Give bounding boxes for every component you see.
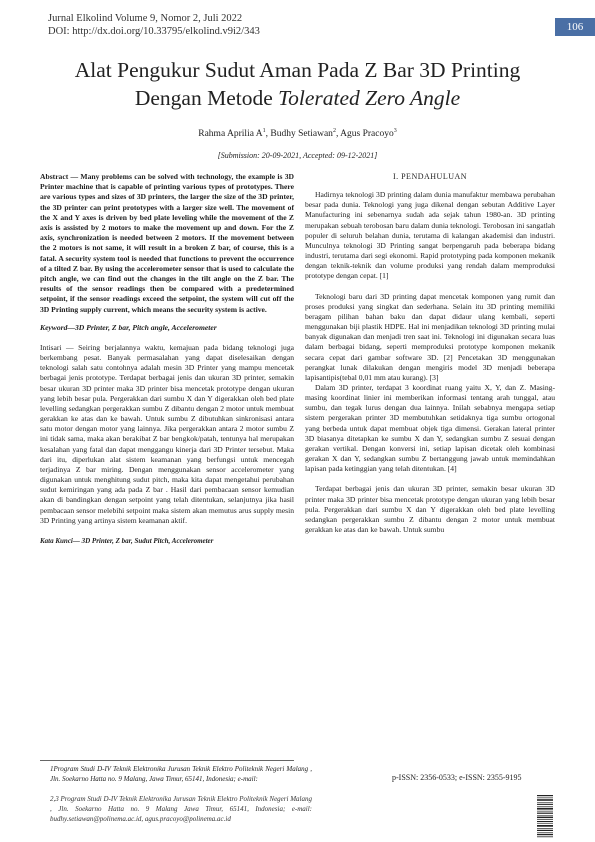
keywords: Keyword—3D Printer, Z bar, Pitch angle, Accelerometer <box>40 322 217 332</box>
paper-title <box>30 56 565 112</box>
title-line-2 <box>30 84 565 112</box>
paragraph-4: Terdapat berbagai jenis dan ukuran 3D printer, semakin besar ukuran 3D printer maka 3D printer bisa mencetak prototype dengan ukuran yang lebih besar pula. Pergerakkan dari sumbu X dan Y digerakkan oleh bed plate levelling sedangkan pergerakkan sumbu Z dibantu dengan 2 motor untuk membuat gerakkan ke atas dan ke bawah. Untuk sumbu <box>305 484 555 534</box>
paragraph-3: Dalam 3D printer, terdapat 3 koordinat ruang yaitu X, Y, dan Z. Masing-masing koordinat linier ini memberikan informasi tentang arah tunggal, atau sumbu, dan tegak lurus dengan dua lainnya. Inilah sebabnya mengapa setiap sistem pergerakan printer 3D membutuhkan setidaknya tiga sumbu ortogonal yang berbeda untuk dapat membuat objek tiga dimensi. Gerakan lateral printer 3D biasanya ditetapkan ke sumbu X dan Y, sedangkan sumbu Z sesuai dengan gerakan vertikal. Dengan konversi ini, setiap lapisan dicetak oleh kombinasi gerakan X dan Y, sedangkan sumbu Z bertanggung jawab untuk memindahkan lapisan pada ketinggian yang telah ditentukan. [4] <box>305 382 555 474</box>
kata-kunci: Kata Kunci— 3D Printer, Z bar, Sudut Pitch, Accelerometer <box>40 536 214 545</box>
paragraph-1: Hadirnya teknologi 3D printing dalam dunia manufaktur membawa perubahan besar pada dunia. Teknologi yang juga dikenal dengan sebutan Additive Layer Manufacturing ini sebenarnya sudah ada sejak tahun 1980-an. 3D printing merupakan sebuah terobosan baru dalam dunia teknologi. Terobosan ini sangatlah populer di seluruh belahan dunia, terutama di kalangan akademisi dan industri. Munculnya teknologi 3D Printing sangat berpengaruh pada beberapa bidang industri, terutama dari segi ekonomi. Rapid prototyping pada komponen mekanik dengan teknik-teknik dan volume produksi yang rendah dalam memproduksi prototype dengan cepat. [1] <box>305 190 555 281</box>
footnote-divider <box>40 760 294 761</box>
author-1-sup: 1 <box>262 128 266 134</box>
left-column <box>40 172 294 546</box>
author-3: , Agus Pracoyo <box>335 129 394 140</box>
section-heading: I. PENDAHULUAN <box>392 172 468 181</box>
abstract-text: Abstract — Many problems can be solved with technology, the example is 3D Printer machine that is capable of printing various types of prototypes. There are various types and sizes of 3D printers, the larger the size of the 3D printer, the 3D printer can print prototypes with a larger size well. The movement of the X and Y axes is driven by bed plate leveling while the movement of the Z axis is assisted by 2 motors to make the movement up and down. For the Z axis, synchronization is needed between 2 motors. If the movement between the 2 motors is not same, it will result in a broken Z bar, of course, this is a fatal. A security system tool is needed that functions to prevent the occurrence of a tilted Z bar. By using the accelerometer sensor that is used to calculate the pitch angle, we can find out the changes in the tilt angle on the Z bar. The results of the sensor readings then be compared with a predetermined setpoint, if the sensor readings exceed the setpoint, the system will cut off the 3D Printing supply current, which means the security system is active. <box>40 172 294 314</box>
right-column <box>305 172 555 535</box>
paragraph-2: Teknologi baru dari 3D printing dapat mencetak komponen yang rumit dan proses produksi yang singkat dan sederhana. Selain itu 3D printing memiliki beragam pilihan bahan baku dan dapat didaur ulang kembali, seperti menggunakan biji plastik HDPE. Hal ini menjadikan teknologi 3D printing mulai banyak digunakan dan menjadi tren saat ini. Teknologi ini digunakan secara luas dalam berbagai bidang, seperti memproduksi prototype komponen mekanik secara cepat dari gambar software 3D. [2] Pencetakan 3D menggunakan perangkat lunak dilakukan dengan mengiris model 3D menjadi beberapa lapisantipis(tebal 0,01 mm atau kurang). [3] <box>305 291 555 382</box>
journal-line: Jurnal Elkolind Volume 9, Nomor 2, Juli 2022 <box>48 13 243 24</box>
submission-dates: [Submission: 20-09-2021, Accepted: 09-12-2021] <box>217 151 378 160</box>
author-2-sup: 2 <box>332 128 336 134</box>
author-3-sup: 3 <box>393 128 397 134</box>
issn-line: p-ISSN: 2356-0533; e-ISSN: 2355-9195 <box>392 773 522 782</box>
author-1: Rahma Aprilia A <box>198 129 263 140</box>
author-2: , Budhy Setiawan <box>265 129 333 140</box>
author-list <box>0 128 595 139</box>
running-header <box>48 12 260 38</box>
footnote-2: 2,3 Program Studi D-IV Teknik Elektronika Jurusan Teknik Elektro Politeknik Negeri Malang , Jln. Soekarno Hatta no. 9 Malang Jawa Timur, 65141, Indonesia; e-mail: budhy.setiawan@polinema.ac.id, agus.pracoyo@polinema.ac.id <box>50 795 312 823</box>
intisari-text: Intisari — Seiring berjalannya waktu, kemajuan pada bidang teknologi juga berkembang pesat. Banyak permasalahan yang dapat diselesaikan dengan teknologi salah satu contohnya adalah mesin 3D Printer yang mampu mencetak berbagai jenis prototype. Terdapat berbagai jenis dan ukuran 3D printer, semakin besar ukuran 3D printer maka 3D printer bisa mencetak prototype dengan ukuran yang lebih besar pula. Pergerakkan dari sumbu X dan Y digerakkan oleh bed plate levelling sedangkan pergerakkan sumbu Z dibantu dengan 2 motor untuk membuat gerakkan ke atas dan ke bawah. Untuk sumbu Z dibutuhkan sinkronisasi antara satu motor dengan motor yang lainnya. Jika pergerakkan antara 2 motor sumbu Z ini tidak sama, maka akan berakibat Z bar bengkok/patah, tentunya hal merupakan kesalahan yang fatal dan dapat menggangu kinerja dari 3D Printer tersebut. Maka dari itu, diperlukan alat sistem keamanan yang berfungsi untuk mencegah terjadinya Z bar miring. Dengan menggunakan sensor accelerometer yang digunakan untuk menghitung sudut pitch, maka kita dapat mengetahui perubahan sudut kemiringan yang ada pada Z bar . Hasil dari pembacaan sensor kemudian akan di bandingkan dengan setpoint yang telah ditentukan, selanjutnya jika hasil pembacaan sensor melebihi setpoint maka sistem akan memutus arus supply mesin 3D Printing yang artinya sistem keamanan aktif. <box>40 343 294 525</box>
barcode-icon <box>536 795 554 839</box>
title-line-1: Alat Pengukur Sudut Aman Pada Z Bar 3D Printing <box>74 58 521 82</box>
title-line-2-plain: Dengan Metode <box>134 86 279 110</box>
doi-line[interactable]: DOI: http://dx.doi.org/10.33795/elkolind.v9i2/343 <box>48 26 260 37</box>
footnote-1: 1Program Studi D-IV Teknik Elektronika Jurusan Teknik Elektro Politeknik Negeri Malang , Jln. Soekarno Hatta no. 9 Malang, Jawa Timur, 65141, Indonesia; e-mail: <box>50 765 312 783</box>
page-number-badge: 106 <box>555 18 595 36</box>
title-line-2-italic: Tolerated Zero Angle <box>278 86 461 110</box>
